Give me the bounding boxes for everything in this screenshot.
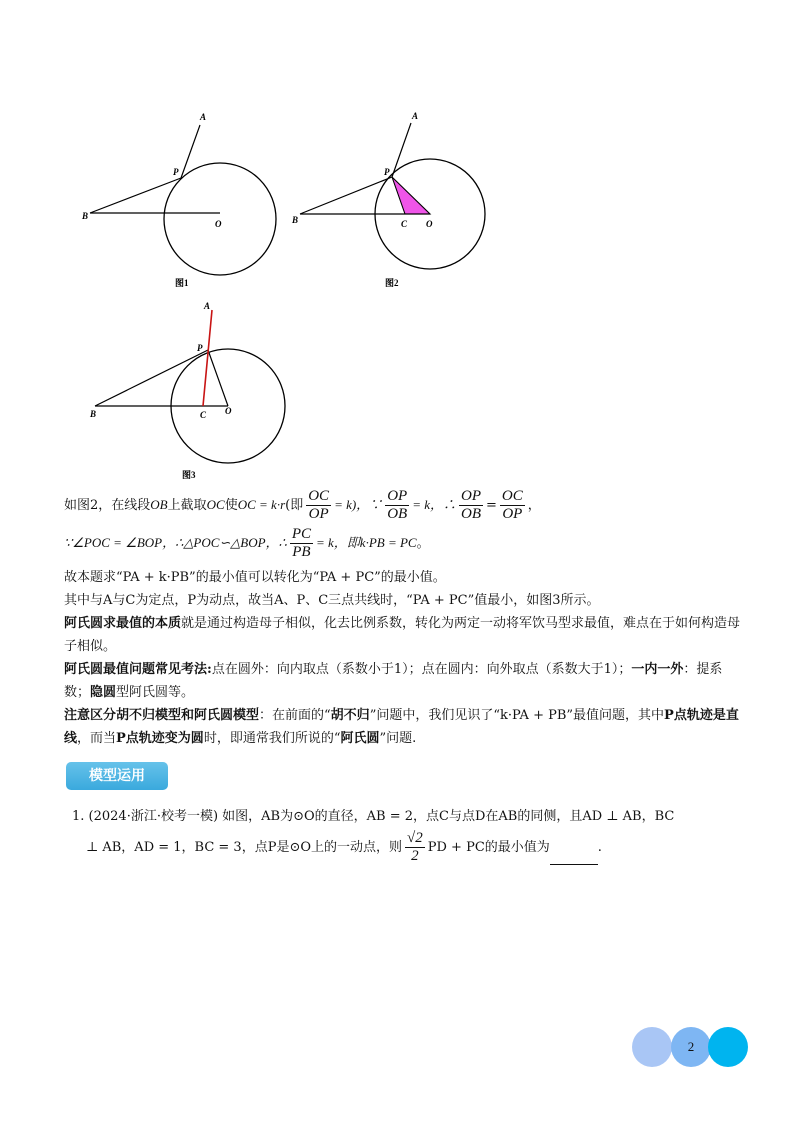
problem-number: 1.: [72, 809, 85, 824]
fraction-denominator: 2: [411, 848, 419, 864]
pager-circle-right: [708, 1027, 748, 1067]
fraction-numerator: OP: [387, 488, 408, 504]
section-tag-model-application: 模型运用: [66, 762, 168, 790]
fig3-line-bp: [95, 350, 208, 406]
paragraph: 其中与A与C为定点，P为动点，故当A、P、C三点共线时，“PA + PC”值最小，如图3所示。: [64, 593, 600, 608]
text: ∵∠POC = ∠BOP，∴△POC∽△BOP，∴: [64, 535, 287, 550]
text: = k)，∵: [334, 497, 383, 512]
fraction: [459, 488, 483, 523]
text: (即: [285, 498, 304, 513]
text: =: [485, 498, 497, 513]
fraction-denominator: PB: [292, 544, 311, 560]
bold-text: P点轨迹变为圆: [116, 731, 204, 746]
fig3-caption: 图3: [182, 470, 196, 480]
fig2-triangle-poc: [392, 177, 430, 214]
problem-line-2: [86, 830, 602, 865]
pager-circle-left: [632, 1027, 672, 1067]
fig1-caption: 图1: [175, 278, 189, 288]
bold-text: 阿氏圆最值问题常见考法:: [64, 662, 212, 677]
page-indicator: [632, 1027, 752, 1067]
paragraph: [64, 612, 744, 658]
fig1-line-bp: [90, 178, 181, 213]
text: OC: [206, 497, 225, 512]
fig2-label-o: O: [426, 219, 433, 229]
problem-text: PD + PC的最小值为: [427, 840, 550, 855]
pager-circle-middle: [671, 1027, 711, 1067]
text: ，而当: [77, 731, 117, 746]
text: = k，∴: [412, 497, 456, 512]
problem-text: .: [597, 840, 602, 855]
figure-1: [70, 105, 290, 290]
fig1-line-pa: [181, 125, 200, 178]
bold-text: 一内一外: [631, 662, 684, 677]
figure-2: [285, 105, 505, 290]
fig2-label-c: C: [401, 219, 408, 229]
fraction: [385, 488, 409, 523]
fraction-denominator: OP: [502, 506, 523, 522]
fig3-label-b: B: [90, 409, 97, 419]
fraction-numerator: OC: [501, 488, 523, 504]
figure-3: [85, 298, 305, 488]
text: OC = k·r: [237, 497, 286, 512]
fig3-label-a: A: [204, 301, 211, 311]
bold-text: 阿氏圆: [340, 731, 380, 746]
paragraph: 故本题求“PA + k·PB”的最小值可以转化为“PA + PC”的最小值。: [64, 570, 446, 585]
fig1-label-a: A: [200, 112, 207, 122]
text: 就是通过构造母子相似，化去比例系数，转化为两定一动将军饮马型求最值，难点在于如何构造母子相似。: [64, 616, 741, 654]
text: ：在前面的“: [259, 708, 331, 723]
fraction-numerator: OP: [460, 488, 481, 504]
text: k·PB = PC: [359, 535, 417, 550]
bold-text: P点轨迹是直线: [64, 708, 739, 746]
text: 上截取: [167, 498, 207, 513]
text: ，: [527, 498, 541, 513]
fig3-label-p: P: [197, 343, 203, 353]
fig1-label-b: B: [82, 211, 89, 221]
bold-text: 隐圆: [90, 685, 117, 700]
fraction: [500, 488, 525, 523]
text: 。: [416, 536, 430, 551]
bold-text: 阿氏圆求最值的本质: [64, 616, 182, 631]
problem-line-1: [72, 805, 674, 824]
fig3-label-o: O: [225, 406, 232, 416]
fig1-label-p: P: [173, 167, 179, 177]
fraction: [405, 830, 425, 865]
fraction-denominator: OP: [308, 506, 329, 522]
bold-text: 注意区分胡不归模型和阿氏圆模型: [64, 708, 260, 723]
fig1-label-o: O: [215, 219, 222, 229]
text: 时，即通常我们所说的“: [203, 731, 341, 746]
fraction-numerator: PC: [291, 526, 311, 542]
fig2-label-b: B: [292, 215, 299, 225]
problem-text: (2024·浙江·校考一模) 如图，AB为⊙O的直径，AB = 2，点C与点D在AB的同侧，且AD ⊥ AB，BC: [88, 809, 675, 824]
fig2-line-pa: [392, 123, 411, 177]
fraction-numerator: √2: [407, 830, 423, 846]
text: ：提系数；: [64, 662, 723, 700]
text: OB: [150, 497, 168, 512]
fig2-caption: 图2: [385, 278, 399, 288]
problem-text: ⊥ AB，AD = 1，BC = 3，点P是⊙O上的一动点，则: [86, 840, 403, 855]
fraction-denominator: OB: [460, 506, 481, 522]
page-number: 2: [687, 1039, 695, 1054]
fraction-denominator: OB: [387, 506, 408, 522]
fraction: [306, 488, 331, 523]
math-line-1: [64, 488, 541, 523]
text: 使: [224, 498, 238, 513]
fig2-label-a: A: [412, 111, 419, 121]
fig2-label-p: P: [384, 167, 390, 177]
fig3-line-po: [208, 350, 228, 406]
fraction-numerator: OC: [308, 488, 330, 504]
paragraph: [64, 658, 744, 704]
text: 型阿氏圆等。: [116, 685, 195, 700]
text: 如图2，在线段: [64, 498, 151, 513]
text: = k，即: [316, 535, 360, 550]
answer-blank[interactable]: [550, 850, 598, 865]
fraction: [290, 526, 313, 561]
bold-text: 胡不归: [330, 708, 370, 723]
paragraph: [64, 704, 744, 750]
text: ”问题中，我们见识了“k·PA + PB”最值问题，其中: [369, 708, 665, 723]
text: 点在圆外：向内取点（系数小于1）；点在圆内：向外取点（系数大于1）；: [211, 662, 632, 677]
fig3-label-c: C: [200, 410, 207, 420]
explanation-text: [64, 566, 744, 750]
text: ”问题.: [379, 731, 417, 746]
math-line-2: [64, 526, 430, 561]
